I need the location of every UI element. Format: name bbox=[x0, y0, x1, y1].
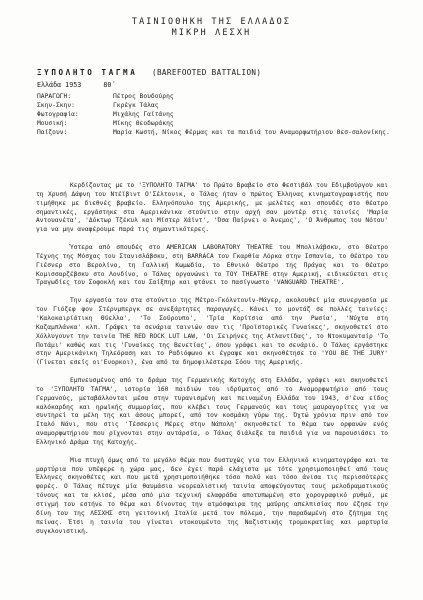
credit-label: Μουσική: bbox=[37, 119, 68, 127]
film-english-title: (BAREFOOTED BATTALION) bbox=[151, 68, 262, 77]
film-title: ΞΥΠΟΛΗΤΟ ΤΑΓΜΑ bbox=[37, 68, 138, 77]
credit-value: Μιχάλης Γαϊτάνης bbox=[113, 110, 174, 118]
credit-label: ΠΑΡΑΓΩΓΗ: bbox=[37, 93, 72, 100]
paragraph: Ύστερα από σπουδές στο AMERICAN LABORATORY THEATRE του Μπολιλάβσκυ, στο Θέατρο Τέχνης της Μόσχας του Στανισλάβσκυ, στη BARRACA του Γκαρθία Λόρκα στην Ισπανία, το Θέατρο του Γιέσνερ στο Βερολίνο, τη Γαλλική Κωμωδία, το Εθνικό Θέατρο της Πράγας και το Θέατρο Κομισσαρζέβσκυ στο Λονδίνο, ο Τάλας οργανώνει το TOY THEATRE στην Αμερική, ειδικεύεται στις Τραγωδίες του Σοφοκλή και του Σαίξπηρ και φτάνει το πασίγνωστο 'VANGUARD THEATRE'. bbox=[36, 244, 388, 287]
club-name: ΜΙΚΡΗ ΛΕΣΧΗ bbox=[171, 27, 252, 37]
credit-value: Πέτρος Βουδούρης bbox=[113, 93, 174, 100]
credit-row bbox=[37, 102, 413, 111]
film-title-row bbox=[37, 68, 261, 77]
credit-row bbox=[37, 93, 413, 102]
credit-value: Γκρέγκ Τάλας bbox=[113, 101, 159, 109]
credit-row bbox=[37, 111, 413, 120]
credit-label: Σκην-Σκην: bbox=[37, 101, 75, 109]
credit-value: Μαρία Κωστή, Νίκος Φέρμας και τα παιδιά του Αναμορφωτήριου Θεσ-σαλονίκης. bbox=[113, 128, 390, 136]
credit-label: Φωτογραφία: bbox=[37, 110, 79, 118]
credit-value: Μίκης Θεοδωράκης bbox=[113, 119, 174, 127]
paragraph: Εμπνευσμένος από το δράμα της Γερμανικής Κατοχής στη Ελλάδα, γράφει και σκηνοθετεί το 'ΞΥΠΟΛΗΤΟ ΤΑΓΜΑ', ιστορία 160 παιδιών του ιδρύματος από το Αναμορφωτήριο από τους Γερμανούς, μεταβάλλονται μέσα στην τυρανισμένη και πειναμένη Ελλάδα του 1943, σ'ένα είδος καλόκαρδης και ηρωϊκής συμμορίας, που κλέβει τους Γερμανούς και τους μαυραγορίτες για να συντηρεί τα μέλη της και άσους μπορεί, από τον κοσμάκη γύρω της. Όχτώ χρόνια πριν από τον Ιταλό Νάνι, που στις 'Τέσσερις Μέρες στην Νάπολη' σκηνοθετεί το θέμα των ορφανών ενός αναμορφωτήριου που ρίχνονται στην αντάρσία, ο Τάλας διάλεξε τα παιδιά για να παρουσιάσει το Ελληνικό Δράμα της Κατοχής. bbox=[36, 377, 388, 446]
paragraph: Κερδίζοντας με το 'ΞΥΠΟΛΗΤΟ ΤΑΓΜΑ' το Πρώτο Βραβείο στο Φεστιβάλ του Εδιμβούργου και τη Χρυσή Δάφνη του Ντέϊβιντ Ο'Σέλτονικ, ο Τάλας ήταν ο πρώτος Έλληνας κινηματογραφιστής που τιμήθηκε με διεθνές βραβείο. Ελληνόπουλο της Αμερικής, με μελέτες και σπουδές στο θέατρο σημαντικές, εργάστηκε στα Αμερικάνικα στούντιο στην αρχή σαν μοντέρ στις ταινίες 'Μαρία Αντουανέτα', 'Δόκτωρ Τζέκυλ και Μίστερ Χάϊντ', 'Όσα Παίρνει ο Άνεμος', 'Ο Άνθρωπος του Νότου' για να μην αναφέρουμε παρά τις σημαντικότερες. bbox=[36, 182, 388, 234]
credit-row bbox=[37, 120, 413, 129]
credit-label: Παίζουν: bbox=[37, 128, 68, 136]
paragraph: Την εργασία του στα στούντιο της Μέτρο-Γκόλντουϊν-Μάγερ, ακολουθεί μία συνεργασία με τον Γιόζεφ φον Στέρνμπεργκ σε ανεξάρτητες παραγωγές. Κάνει το μοντάζ σε πολλές ταινίες: 'Καλοκαιρίάτικη Θύελλα', 'Το Σούρουπο', 'Τρία Κορίτσια από την Ρωσία', 'Νύχτα στη Καζαμπλάνκα' κλπ. Γράφει τα σενάρια ταινιών σαν τις 'Προϊστορικές Γυναίκες', σκηνοθετεί στο Χόλλυγουντ την ταινία THE RED ROCK LUT LAW, 'Οι Σειρήνες της Ατλαντίδας', το Ντοκυμανταίρ 'Το Ποτάμι' καθώς και τις 'Γυναίκες της Βενετίας', όπου γράφει και το σενάριο. Ο Τάλας εργάστηκε στην Αμερικάνικη Τηλεόραση και το Ραδιόφωνο κι έγραψε και σκηνοθέτησε το 'YOU BE THE JURY' (Γίνεται εσείς οι'Ενορκοι), ένα από τα δημοφιλέστερα Σόου της Αμερικής. bbox=[36, 297, 388, 367]
archive-name: ΤΑΙΝΙΟΘΗΚΗ ΤΗΣ ΕΛΛΑΔΟΣ bbox=[131, 16, 292, 26]
credits-list bbox=[37, 93, 413, 138]
country-year: Ελλάδα 1953 bbox=[37, 81, 82, 89]
paragraph: Μια πτυχή όμως από το μεγάλο θέμα που δυστυχώς για τον Ελληνικό κινηματογράφο και τα μαρτύρια που υπέφερε η χώρα μας, δεν έχει παρά ελάχιστα με τότε χρησιμοποιηθεί από τους Έλληνες σκηνοθέτες και που μετά χρησιμοποιήθηκε τόσο πολύ και τόσο άνισα τις περισσότερες φορές. Ο Τάλας πέτυχε μία θαυμάσια νεορεαλιστική ταινία αποφεύγοντας τους μελοδραματικούς τόνους και τα κλισέ, μέσα από μια τεχνική ελαφράδα αποτυπωμένη στο χορογραφικό ρυθμό, με στιγμή του εστήνε το θέμα και δίνοντας την ατμόσφαιρα της μαύρης απελπισίας που έζησε την δίνη του της ΛΕΣΧΗΣ στη γειτονική Ιταλία μετά τον πόλεμο, την παραδωμένη στο ζήτημα της πείνας. Έτσι η ταινία του γίνεται ντοκουμέντο της Ναζιστικής τρομοκρατίας και μαρτυρία συγκλονιστική. bbox=[36, 456, 388, 535]
credit-row bbox=[37, 129, 413, 138]
body-text bbox=[36, 182, 388, 545]
duration: 80΄ bbox=[103, 81, 116, 89]
film-meta-row bbox=[37, 81, 115, 89]
